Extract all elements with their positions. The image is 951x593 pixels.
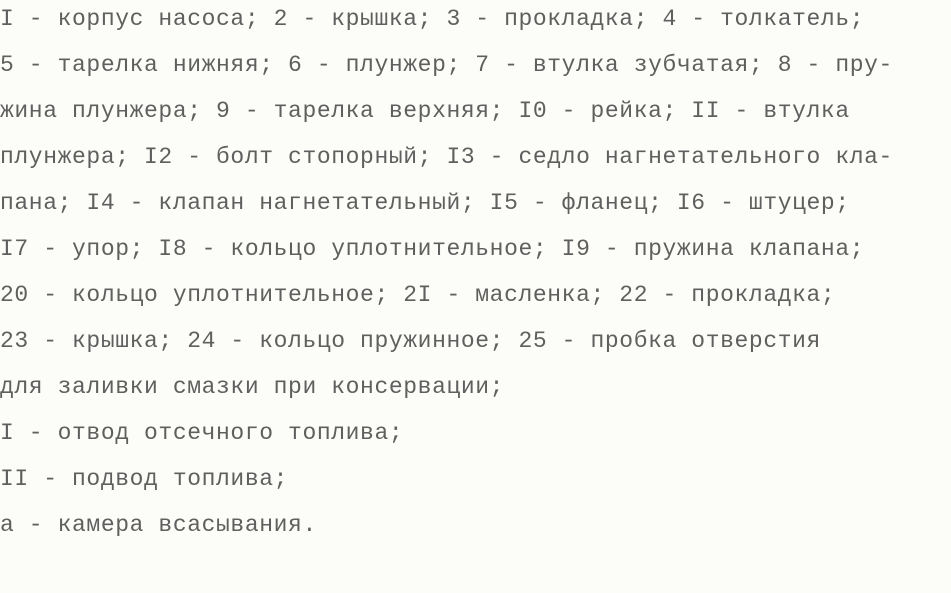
legend-line-5: пана; I4 - клапан нагнетательный; I5 - фланец; I6 - штуцер; <box>0 190 850 216</box>
legend-line-1: I - корпус насоса; 2 - крышка; 3 - прокладка; 4 - толкатель; <box>0 6 865 32</box>
legend-line-7: 20 - кольцо уплотнительное; 2I - масленка; 22 - прокладка; <box>0 282 836 308</box>
legend-line-12: а - камера всасывания. <box>0 512 317 538</box>
legend-line-8: 23 - крышка; 24 - кольцо пружинное; 25 - пробка отверстия <box>0 328 821 354</box>
legend-line-11: II - подвод топлива; <box>0 466 289 492</box>
legend-line-3: жина плунжера; 9 - тарелка верхняя; I0 - рейка; II - втулка <box>0 98 850 124</box>
legend-line-10: I - отвод отсечного топлива; <box>0 420 404 446</box>
legend-line-2: 5 - тарелка нижняя; 6 - плунжер; 7 - втулка зубчатая; 8 - пру- <box>0 52 893 78</box>
legend-line-6: I7 - упор; I8 - кольцо уплотнительное; I9 - пружина клапана; <box>0 236 865 262</box>
legend-line-4: плунжера; I2 - болт стопорный; I3 - седло нагнетательного кла- <box>0 144 893 170</box>
legend-line-9: для заливки смазки при консервации; <box>0 374 505 400</box>
